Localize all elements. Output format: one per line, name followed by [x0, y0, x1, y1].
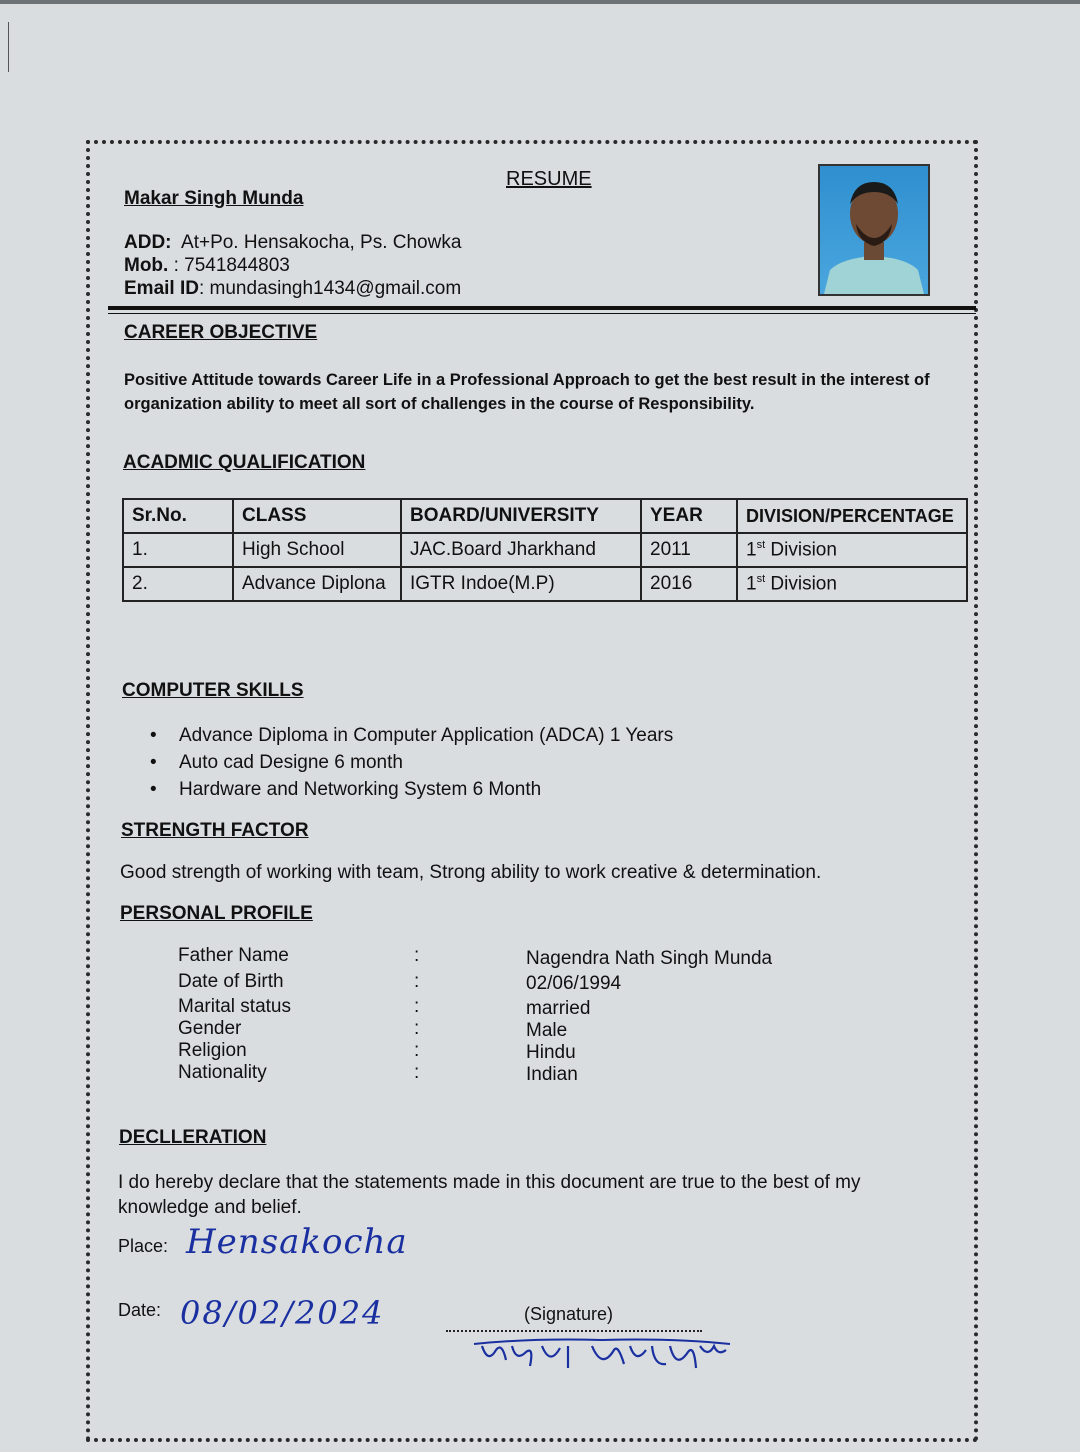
col-header-division: DIVISION/PERCENTAGE	[737, 499, 967, 533]
date-handwritten: 08/02/2024	[180, 1294, 385, 1332]
profile-label: Nationality	[178, 1062, 267, 1083]
list-item	[150, 722, 673, 749]
signature-label: (Signature)	[524, 1304, 614, 1324]
signature-drawing	[472, 1332, 732, 1382]
date-label: Date:	[118, 1300, 162, 1320]
division-number: 1	[746, 573, 757, 595]
col-header-board: BOARD/UNIVERSITY	[401, 499, 641, 533]
scan-corner-mark	[8, 22, 19, 72]
skill-text: Advance Diploma in Computer Application (ADCA) 1 Years	[179, 725, 674, 746]
profile-label: Marital status	[178, 996, 291, 1017]
division-suffix: st	[756, 572, 766, 585]
scan-edge	[0, 0, 1080, 4]
bullet-icon: •	[150, 725, 157, 746]
email-value: : mundasingh1434@gmail.com	[198, 278, 462, 299]
table-row	[123, 533, 967, 567]
col-header-year: YEAR	[641, 499, 737, 533]
profile-colon: :	[414, 1062, 420, 1083]
profile-label: Father Name	[178, 945, 289, 966]
mobile-label: Mob.	[124, 255, 169, 276]
division-number: 1	[746, 539, 757, 561]
person-silhouette-icon	[820, 166, 928, 294]
strength-text: Good strength of working with team, Strong ability to work creative & determination.	[120, 862, 822, 883]
division-text: Division	[765, 573, 837, 595]
cell-board: JAC.Board Jharkhand	[401, 533, 641, 567]
cell-class: Advance Diplona	[233, 567, 401, 601]
bullet-icon: •	[150, 752, 157, 773]
division-text: Division	[765, 539, 837, 561]
place-handwritten: Hensakocha	[186, 1222, 408, 1262]
profile-colon: :	[414, 1040, 420, 1061]
profile-colon: :	[414, 971, 420, 992]
computer-skills-heading: COMPUTER SKILLS	[122, 680, 304, 701]
document-title: RESUME	[506, 168, 592, 190]
profile-label: Religion	[178, 1040, 247, 1061]
profile-label: Gender	[178, 1018, 242, 1039]
profile-value: Nagendra Nath Singh Munda	[526, 948, 773, 969]
cell-srno: 1.	[123, 533, 233, 567]
profile-colon: :	[414, 1018, 420, 1039]
personal-profile-heading: PERSONAL PROFILE	[120, 903, 313, 924]
candidate-name: Makar Singh Munda	[124, 188, 304, 209]
header-divider-thin	[108, 313, 976, 314]
bullet-icon: •	[150, 779, 157, 800]
table-header-row	[123, 499, 967, 533]
skill-text: Auto cad Designe 6 month	[179, 752, 403, 773]
profile-value: 02/06/1994	[526, 973, 622, 994]
address-value: At+Po. Hensakocha, Ps. Chowka	[181, 232, 462, 253]
cell-srno: 2.	[123, 567, 233, 601]
academic-table	[122, 498, 968, 602]
place-label: Place:	[118, 1236, 169, 1256]
career-objective-text: Positive Attitude towards Career Life in a Professional Approach to get the best result in the interest of organization ability to meet all sort of challenges in the course of Responsibility.	[124, 371, 930, 413]
profile-value: Indian	[526, 1064, 578, 1085]
header-divider	[108, 306, 976, 310]
list-item	[150, 776, 673, 803]
email-line	[124, 278, 461, 300]
profile-value: Male	[526, 1020, 568, 1041]
profile-photo	[818, 164, 930, 296]
col-header-class: CLASS	[233, 499, 401, 533]
computer-skills-list	[150, 722, 673, 803]
cell-year: 2016	[641, 567, 737, 601]
cell-board: IGTR Indoe(M.P)	[401, 567, 641, 601]
table-row	[123, 567, 967, 601]
list-item	[150, 749, 673, 776]
profile-value: Hindu	[526, 1042, 576, 1063]
email-label: Email ID	[124, 278, 199, 299]
address-label: ADD:	[124, 232, 172, 253]
strength-heading: STRENGTH FACTOR	[121, 820, 309, 841]
cell-division	[737, 533, 967, 567]
profile-colon: :	[414, 945, 420, 966]
address-line	[124, 232, 461, 254]
cell-year: 2011	[641, 533, 737, 567]
skill-text: Hardware and Networking System 6 Month	[179, 779, 542, 800]
cell-division	[737, 567, 967, 601]
academic-heading: ACADMIC QUALIFICATION	[123, 452, 366, 473]
declaration-heading: DECLLERATION	[119, 1127, 267, 1148]
col-header-srno: Sr.No.	[123, 499, 233, 533]
division-suffix: st	[756, 538, 766, 551]
cell-class: High School	[233, 533, 401, 567]
mobile-value: : 7541844803	[173, 255, 290, 276]
profile-colon: :	[414, 996, 420, 1017]
mobile-line	[124, 255, 290, 277]
career-objective-heading: CAREER OBJECTIVE	[124, 322, 318, 343]
profile-label: Date of Birth	[178, 971, 284, 992]
profile-value: married	[526, 998, 591, 1019]
declaration-text: I do hereby declare that the statements made in this document are true to the best of my knowledge and belief.	[118, 1172, 861, 1218]
